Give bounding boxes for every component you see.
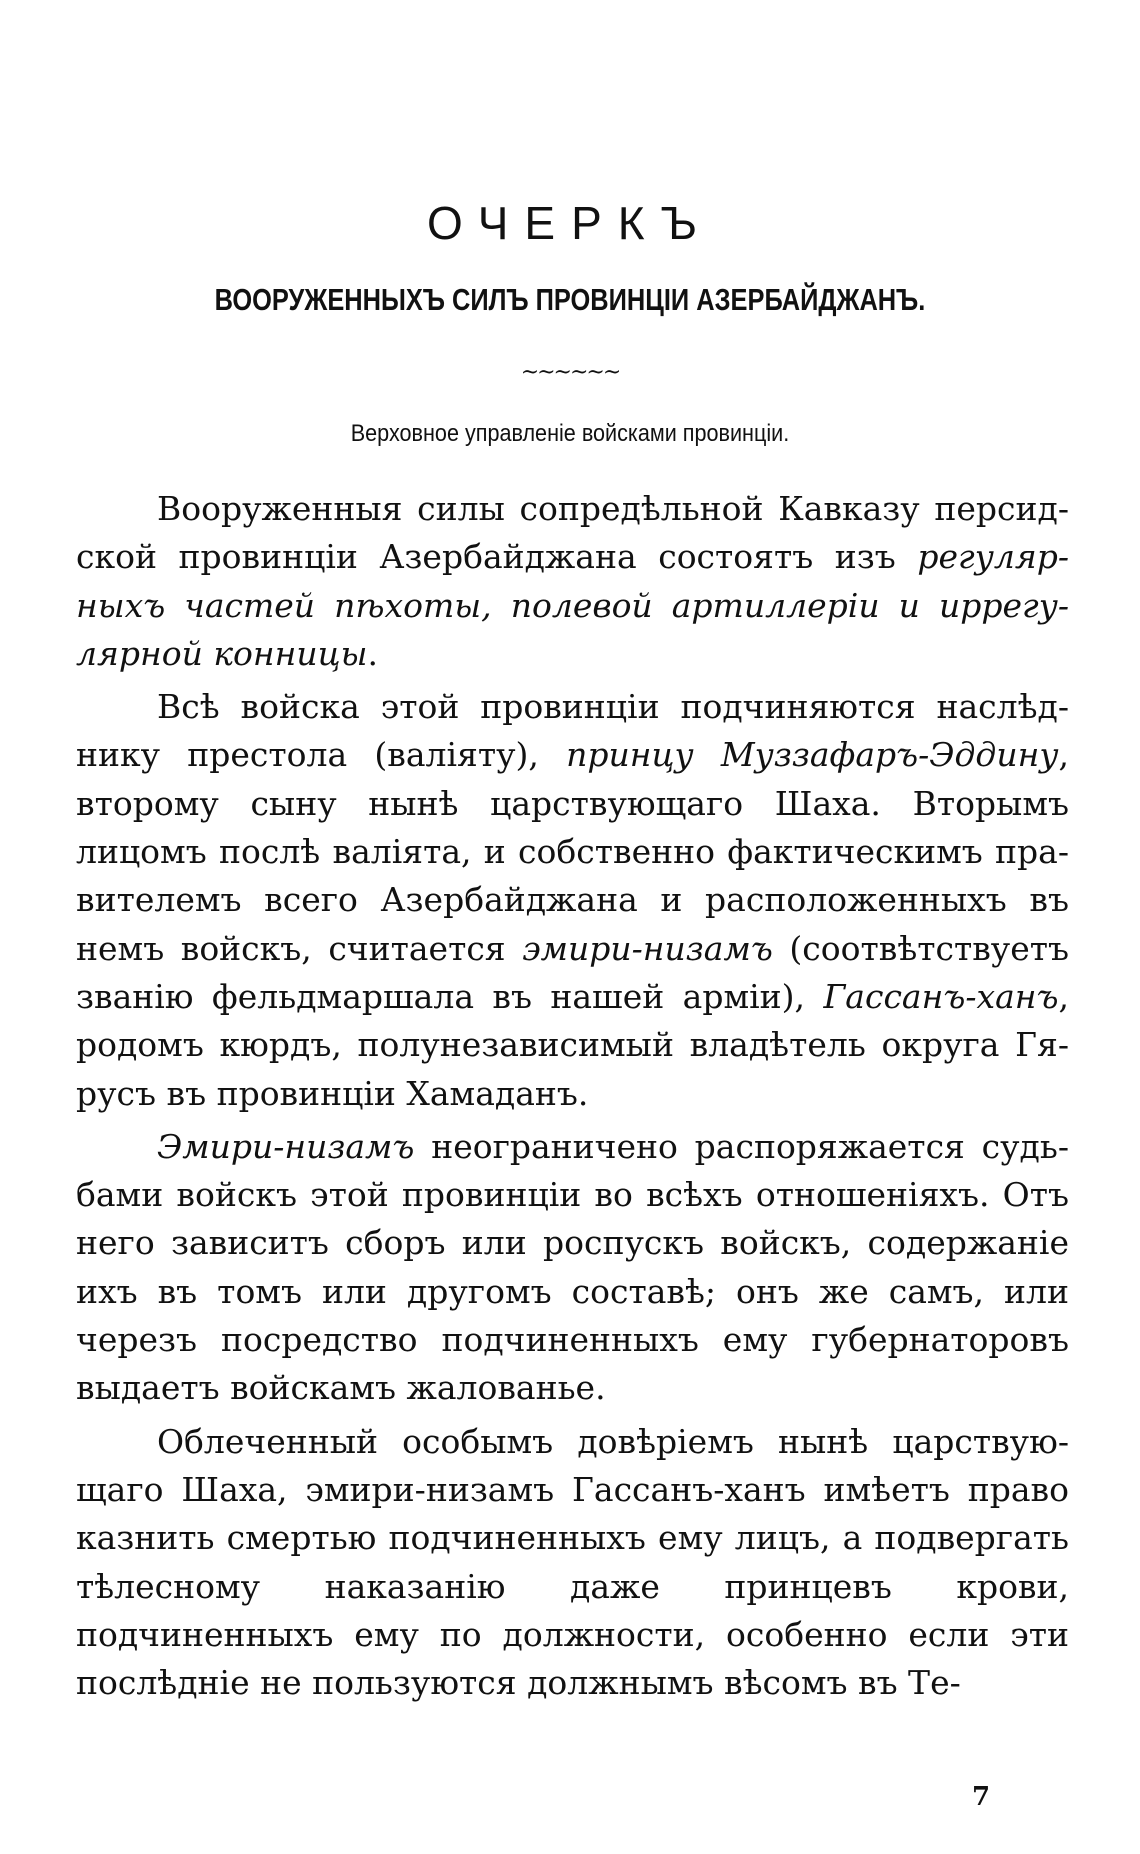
section-heading: Верховное управленіе войсками провинціи.	[350, 420, 790, 447]
text-run: Вооруженныя силы сопредѣльной Кавказу персидской провинціи Азербайджана состоятъ изъ	[76, 489, 1069, 577]
italic-run: принцу Муззафаръ-Эддину	[566, 735, 1059, 775]
page-number: 7	[972, 1782, 991, 1812]
ornament-divider: ~~~~~~	[520, 360, 620, 385]
text-run: , второму сыну нынѣ царствующаго Шаха. Вторымъ лицомъ послѣ валіята, и собственно фактическимъ правителемъ всего Азербайджана и расположенныхъ въ немъ войскъ, считается	[76, 735, 1069, 968]
italic-run: эмири-низамъ	[522, 928, 773, 968]
body-paragraph	[76, 1418, 1069, 1708]
page-title: ОЧЕРКЪ	[427, 197, 713, 249]
text-run: , родомъ кюрдъ, полунезависимый владѣтель округа Гярусъ въ провинціи Хамаданъ.	[76, 976, 1069, 1113]
text-run: .	[367, 633, 379, 673]
text-run: Всѣ войска этой провинціи подчиняются наслѣднику престола (валіяту),	[76, 687, 1069, 775]
body-paragraph	[76, 1123, 1069, 1413]
body-text	[76, 485, 1069, 1707]
body-paragraph	[76, 485, 1069, 678]
body-paragraph	[76, 683, 1069, 1118]
page-subtitle: ВООРУЖЕННЫХЪ СИЛЪ ПРОВИНЦІИ АЗЕРБАЙДЖАНЪ.	[214, 282, 926, 317]
text-run: Облеченный особымъ довѣріемъ нынѣ царствующаго Шаха, эмири-низамъ Гассанъ-ханъ имѣетъ право казнить смертью подчиненныхъ ему лицъ, а подвергать тѣлесному наказанію даже принцевъ крови, подчиненныхъ ему по должности, особенно если эти послѣдніе не пользуются должнымъ вѣсомъ въ Те-	[76, 1421, 1069, 1703]
text-run: (соотвѣтствуетъ званію фельдмаршала въ нашей арміи),	[76, 928, 1069, 1016]
italic-run: регулярныхъ частей пѣхоты, полевой артиллеріи и иррегулярной конницы	[76, 537, 1069, 673]
italic-run: Гассанъ-ханъ	[823, 976, 1059, 1016]
text-run: неограничено распоряжается судьбами войскъ этой провинціи во всѣхъ отношеніяхъ. Отъ него зависитъ сборъ или роспускъ войскъ, содержаніе ихъ въ томъ или другомъ составѣ; онъ же самъ, или черезъ посредство подчиненныхъ ему губернаторовъ выдаетъ войскамъ жалованье.	[76, 1126, 1069, 1408]
italic-run: Эмири-низамъ	[157, 1126, 415, 1166]
